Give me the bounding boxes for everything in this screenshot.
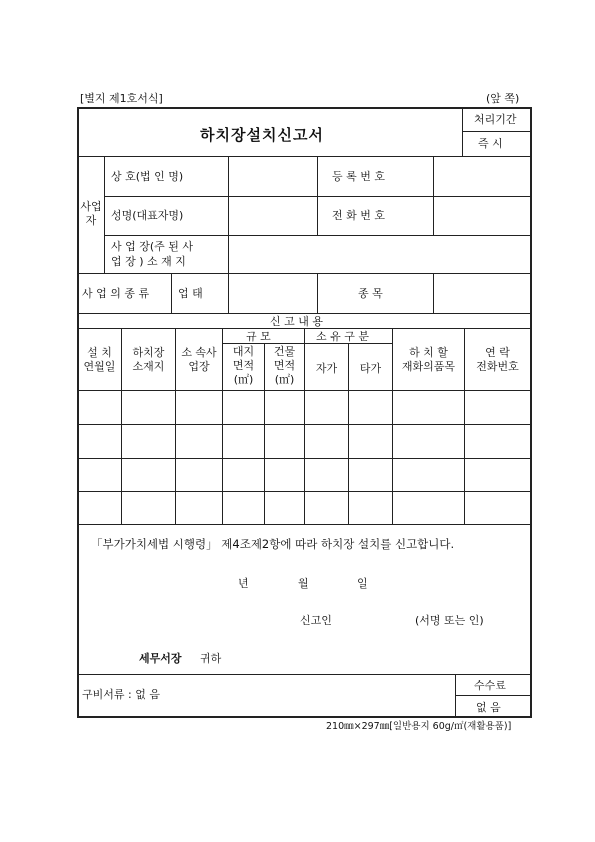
table-row[interactable] bbox=[78, 425, 530, 457]
col-rented: 타가 bbox=[359, 362, 382, 375]
phone-number-field[interactable] bbox=[434, 197, 530, 234]
col-land-area: 대지 면적 (㎡) bbox=[232, 345, 255, 386]
paper-spec-footer: 210㎜×297㎜[일반용지 60g/㎡(재활용품)] bbox=[326, 721, 512, 732]
form-title: 하치장설치신고서 bbox=[200, 126, 324, 144]
business-address-field[interactable] bbox=[229, 236, 530, 272]
processing-period-value: 즉 시 bbox=[478, 137, 503, 150]
registration-number-label: 등 록 번 호 bbox=[332, 170, 385, 183]
report-section-title: 신 고 내 용 bbox=[270, 315, 323, 328]
representative-name-label: 성명(대표자명) bbox=[111, 209, 184, 222]
col-location: 하치장 소재지 bbox=[132, 346, 165, 373]
business-item-label: 종 목 bbox=[358, 287, 383, 300]
registration-number-field[interactable] bbox=[434, 157, 530, 195]
phone-number-label: 전 화 번 호 bbox=[332, 209, 385, 222]
attachments-label: 구비서류 : 없 음 bbox=[82, 688, 160, 701]
date-day-label: 일 bbox=[357, 577, 368, 590]
table-row[interactable] bbox=[78, 492, 530, 523]
fee-value: 없 음 bbox=[476, 701, 501, 714]
ownership-group-label: 소 유 구 분 bbox=[316, 330, 369, 343]
honorific-label: 귀하 bbox=[200, 652, 222, 665]
tax-office-label: 세무서장 bbox=[139, 652, 182, 665]
col-owned: 자가 bbox=[315, 362, 338, 375]
business-item-field[interactable] bbox=[434, 274, 530, 312]
representative-name-field[interactable] bbox=[229, 197, 317, 234]
declaration-text: 「부가가치세법 시행령」 제4조제2항에 따라 하치장 설치를 신고합니다. bbox=[91, 537, 455, 551]
business-type-label: 사 업 의 종 류 bbox=[82, 287, 150, 300]
business-address-label: 사 업 장(주 된 사 업 장 ) 소 재 지 bbox=[111, 240, 194, 268]
table-row[interactable] bbox=[78, 459, 530, 490]
col-contact-phone: 연 락 전화번호 bbox=[476, 346, 519, 373]
signature-label: (서명 또는 인) bbox=[415, 614, 484, 627]
trade-name-label: 상 호(법 인 명) bbox=[111, 170, 184, 183]
form-number: [별지 제1호서식] bbox=[80, 92, 163, 105]
applicant-label: 신고인 bbox=[300, 614, 332, 627]
col-building-area: 건물 면적 (㎡) bbox=[273, 345, 296, 386]
trade-name-field[interactable] bbox=[229, 157, 317, 195]
processing-period-label: 처리기간 bbox=[474, 113, 517, 126]
col-affiliated-business: 소 속사 업장 bbox=[181, 346, 217, 373]
business-section-label: 사업 자 bbox=[80, 200, 102, 227]
col-install-date: 설 치 연월일 bbox=[83, 346, 116, 373]
fee-label: 수수료 bbox=[474, 679, 506, 692]
business-category-field[interactable] bbox=[229, 274, 317, 312]
scale-group-label: 규 모 bbox=[246, 330, 271, 343]
page-side-label: (앞 쪽) bbox=[486, 92, 520, 105]
col-stored-goods: 하 치 할 재화의품목 bbox=[401, 346, 456, 373]
business-category-label: 업 태 bbox=[178, 287, 203, 300]
date-year-label: 년 bbox=[238, 577, 249, 590]
table-row[interactable] bbox=[78, 391, 530, 423]
date-month-label: 월 bbox=[298, 577, 309, 590]
